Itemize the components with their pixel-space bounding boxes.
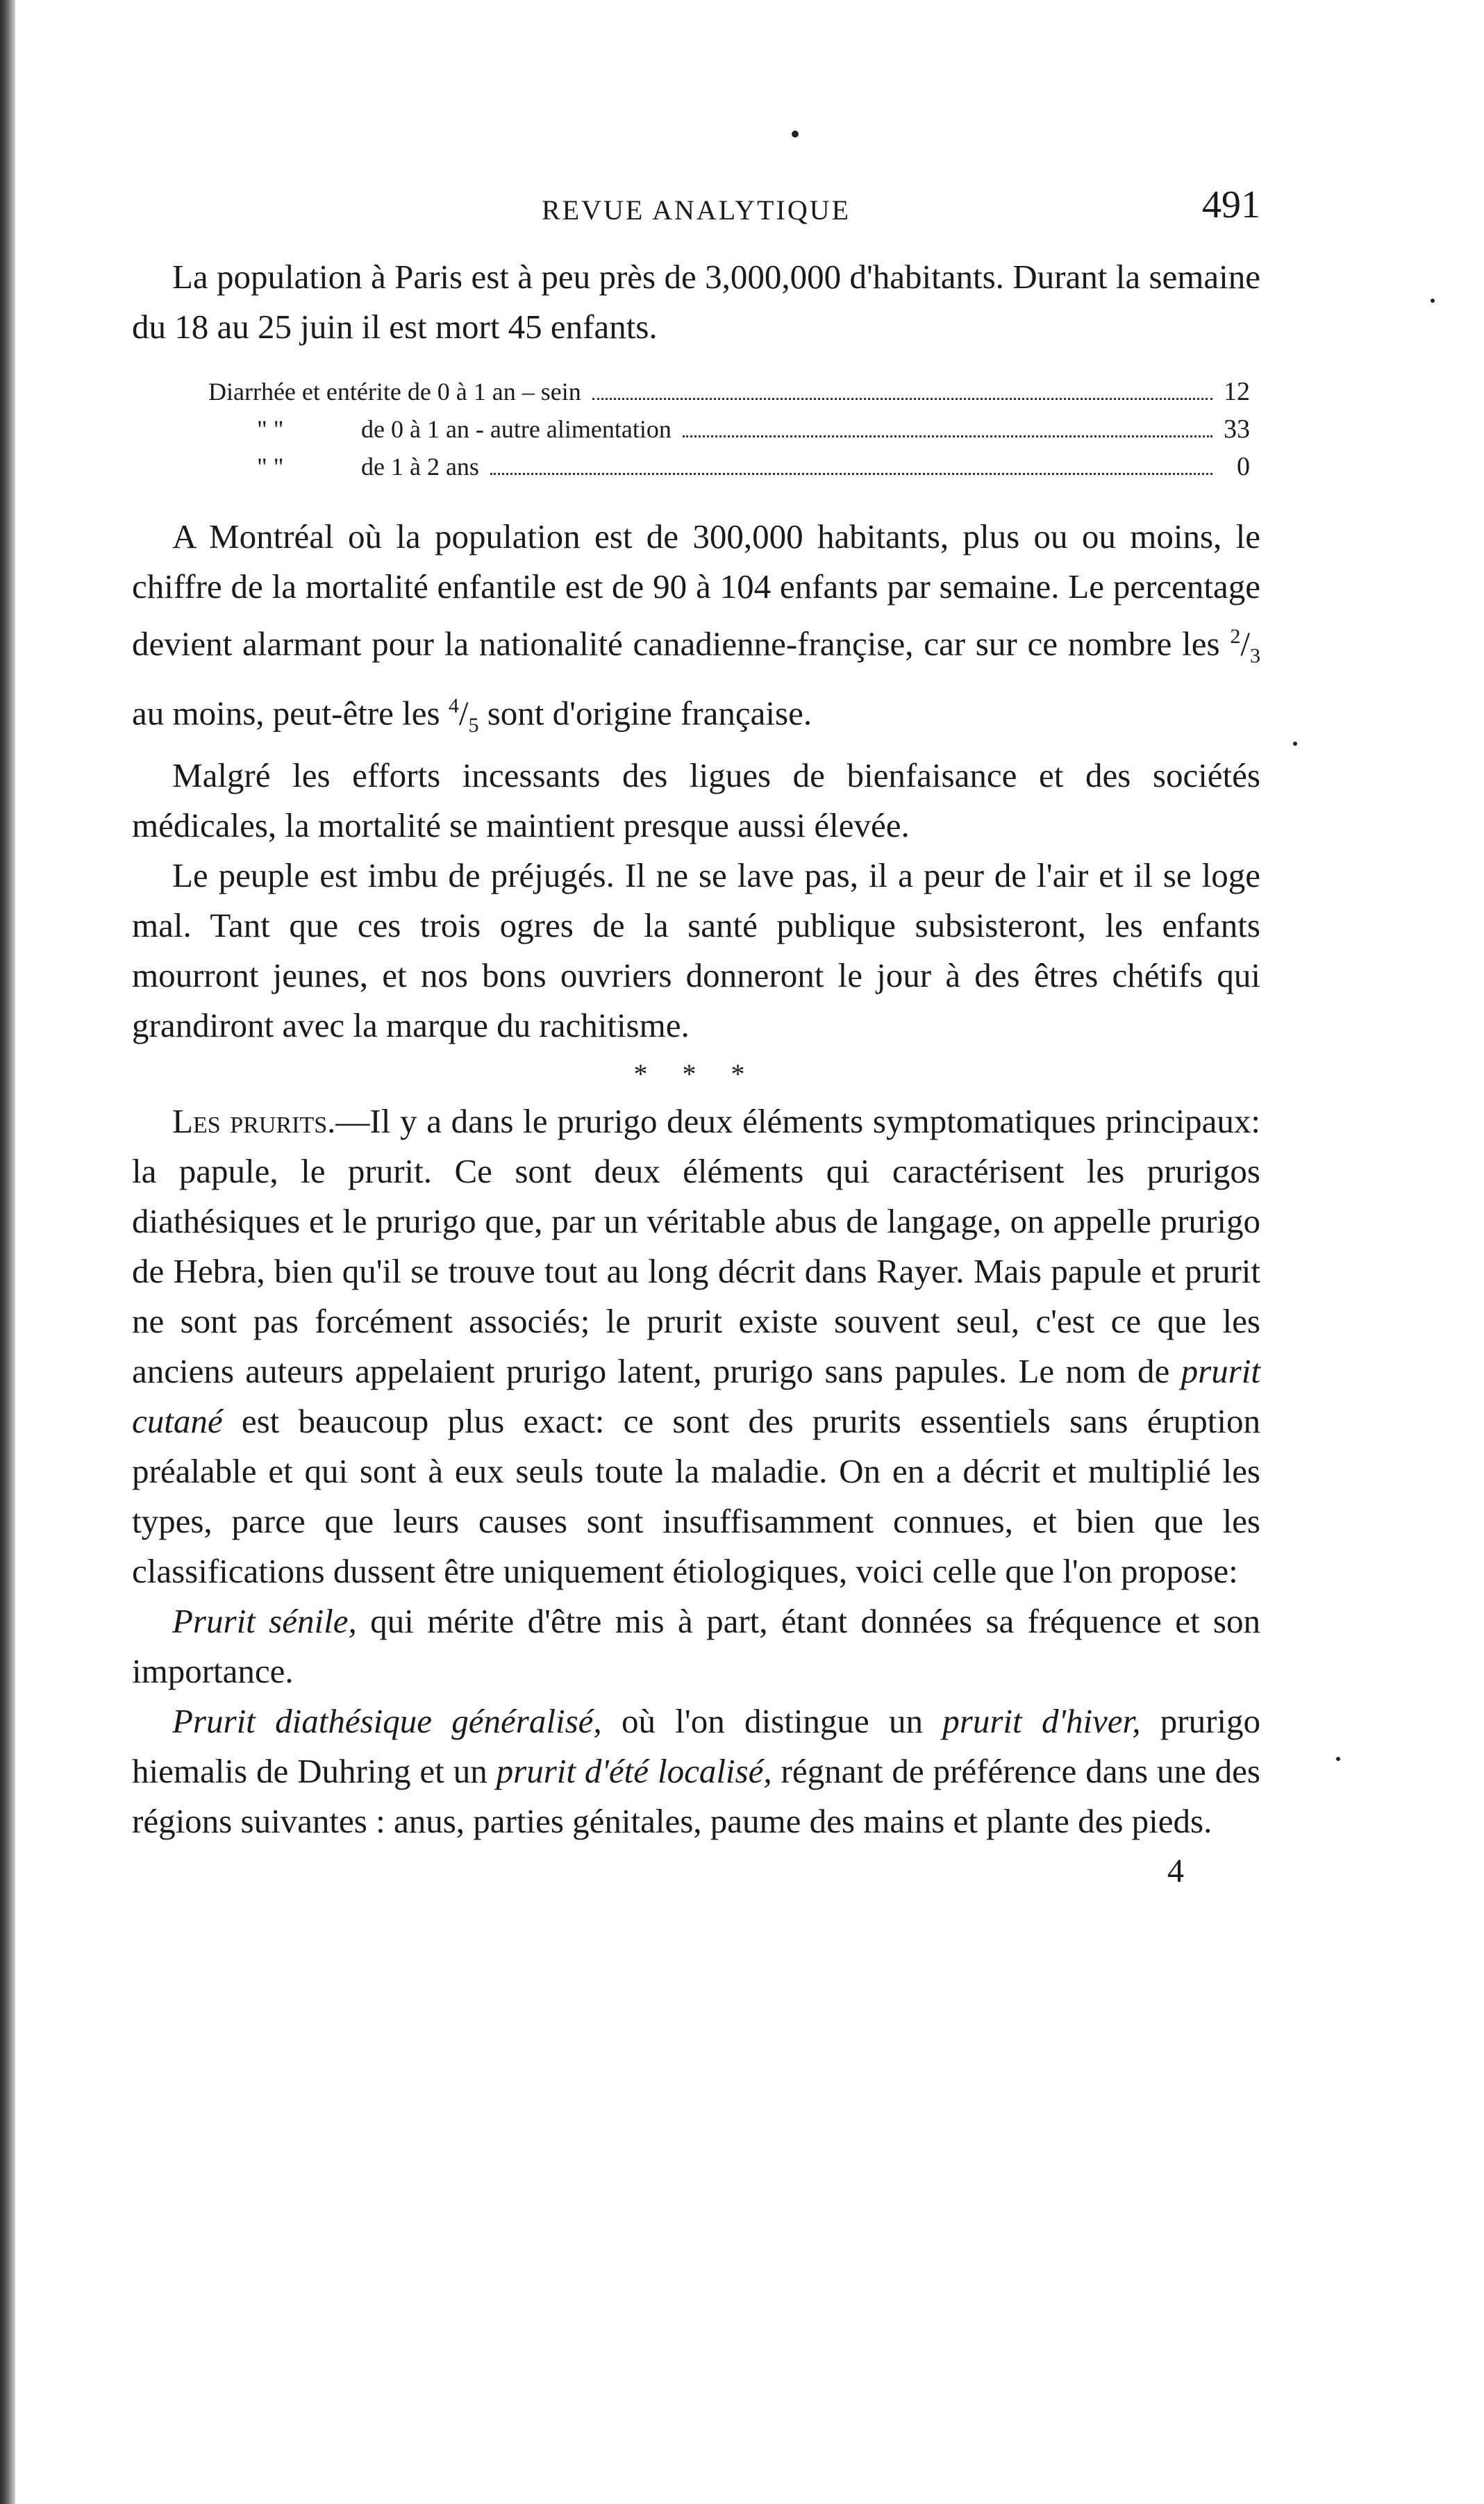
book-page [132, 177, 1260, 1895]
montreal-paragraph: A Montréal où la population est de 300,000 habitants, plus ou ou moins, le chiffre de la mortalité enfantile est de 90 à 104 enfants par semaine. Le percentage devient alarmant pour la nationalité canadienne-françise, car sur ce nombre les $^2/_3$ au moins, peut-être les $^4/_5$ sont d'origine française. [132, 517, 1260, 737]
intro-paragraph: La population à Paris est à peu près de 3,000,000 d'habitants. Durant la semaine du 18 au 25 juin il est mort 45 enfants. [132, 258, 1260, 346]
diathesique-text-2: prurigo hiemalis de Duhring et un [132, 1702, 1261, 1791]
montreal-text-1: A Montréal où la population est de 300,000 habitants, plus ou ou moins, le chiffre de la mortalité enfantile est de 90 à 104 enfants par semaine. Le percentage devient alarmant pour la nationalité canadienne-françise, car sur ce nombre les [132, 517, 1260, 663]
fraction-numerator: 4 [448, 694, 459, 718]
table-row-value: 0 [1237, 452, 1250, 481]
fraction-numerator: 2 [1230, 625, 1241, 648]
running-head-title: REVUE ANALYTIQUE [541, 194, 851, 226]
efforts-paragraph: Malgré les efforts incessants des ligues de bienfaisance et des sociétés médicales, la mortalité se maintient presque aussi élevée. [132, 756, 1260, 845]
diathesique-paragraph [132, 1696, 1260, 1846]
montreal-text-2: au moins, peut-être les [132, 694, 449, 733]
dot-leader [683, 435, 1212, 437]
montreal-text-3: sont d'origine française. [478, 694, 812, 733]
diathesique-text-1: où l'on distingue un [601, 1702, 943, 1741]
dot-leader [490, 473, 1212, 475]
people-paragraph: Le peuple est imbu de préjugés. Il ne se lave pas, il a peur de l'air et il se loge mal. Tant que ces trois ogres de la santé publique subsisteront, les enfants mourront jeunes, et nos bons ouvriers donneront le jour à des êtres chétifs qui grandiront avec la marque du rachitisme. [132, 856, 1260, 1045]
table-row [208, 373, 1250, 410]
ditto-marks: " " [257, 415, 284, 443]
signature-mark [132, 1846, 1260, 1895]
prurits-text-start: —Il y a dans le prurigo deux éléments symptomatiques principaux: la papule, le prurit. Ce sont deux éléments qui caractérisent les prurigos diathésiques et le prurigo que, par un véritable abus de langage, on appelle prurigo de Hebra, bien qu'il se trouve tout au long décrit dans Rayer. Mais papule et prurit ne sont pas forcément associés; le prurit existe souvent seul, c'est ce que les anciens auteurs appelaient prurigo latent, prurigo sans papules. Le nom de [132, 1102, 1260, 1391]
italic-term: prurit d'hiver, [942, 1702, 1141, 1741]
section-separator: * * * [633, 1058, 759, 1090]
scan-speck [1336, 1757, 1340, 1761]
scan-speck [792, 131, 799, 137]
table-row-label: de 0 à 1 an - autre alimentation [361, 415, 672, 443]
mortality-table [208, 373, 1250, 485]
fraction-denominator: 5 [468, 714, 479, 737]
section-heading: Les prurits. [172, 1102, 336, 1141]
dot-leader [592, 398, 1212, 400]
signature-number: 4 [1167, 1853, 1184, 1890]
page-number: 491 [1202, 183, 1260, 226]
table-row-value: 33 [1224, 415, 1250, 444]
table-row [208, 448, 1250, 485]
table-row-value: 12 [1224, 377, 1250, 406]
page-binding-edge [0, 0, 15, 2504]
diathesique-text-3: régnant de préférence dans une des régions suivantes : anus, parties génitales, paume des mains et plante des pieds. [132, 1752, 1260, 1841]
italic-term: Prurit sénile, [172, 1602, 357, 1641]
prurits-paragraph [132, 1096, 1260, 1596]
scan-speck [1431, 299, 1435, 303]
table-row [208, 410, 1250, 448]
ditto-marks: " " [257, 453, 284, 481]
fraction-denominator: 3 [1250, 644, 1260, 668]
italic-term: prurit d'été localisé, [496, 1752, 772, 1791]
senile-paragraph [132, 1596, 1260, 1696]
senile-text: qui mérite d'être mis à part, étant données sa fréquence et son importance. [132, 1602, 1261, 1691]
italic-term: Prurit diathésique généralisé, [172, 1702, 602, 1741]
prurits-text-end: est beaucoup plus exact: ce sont des prurits essentiels sans éruption préalable et qui sont à eux seuls toute la maladie. On en a décrit et multiplié les types, parce que leurs causes sont insuffisamment connues, et bien que les classifications dussent être uniquement étiologiques, voici celle que l'on propose: [132, 1402, 1260, 1591]
table-row-label: Diarrhée et entérite de 0 à 1 an – sein [208, 378, 581, 406]
table-row-label: de 1 à 2 ans [361, 453, 479, 481]
scan-speck [1293, 742, 1297, 746]
running-head [132, 177, 1260, 233]
italic-term: prurit cutané [132, 1352, 1260, 1441]
